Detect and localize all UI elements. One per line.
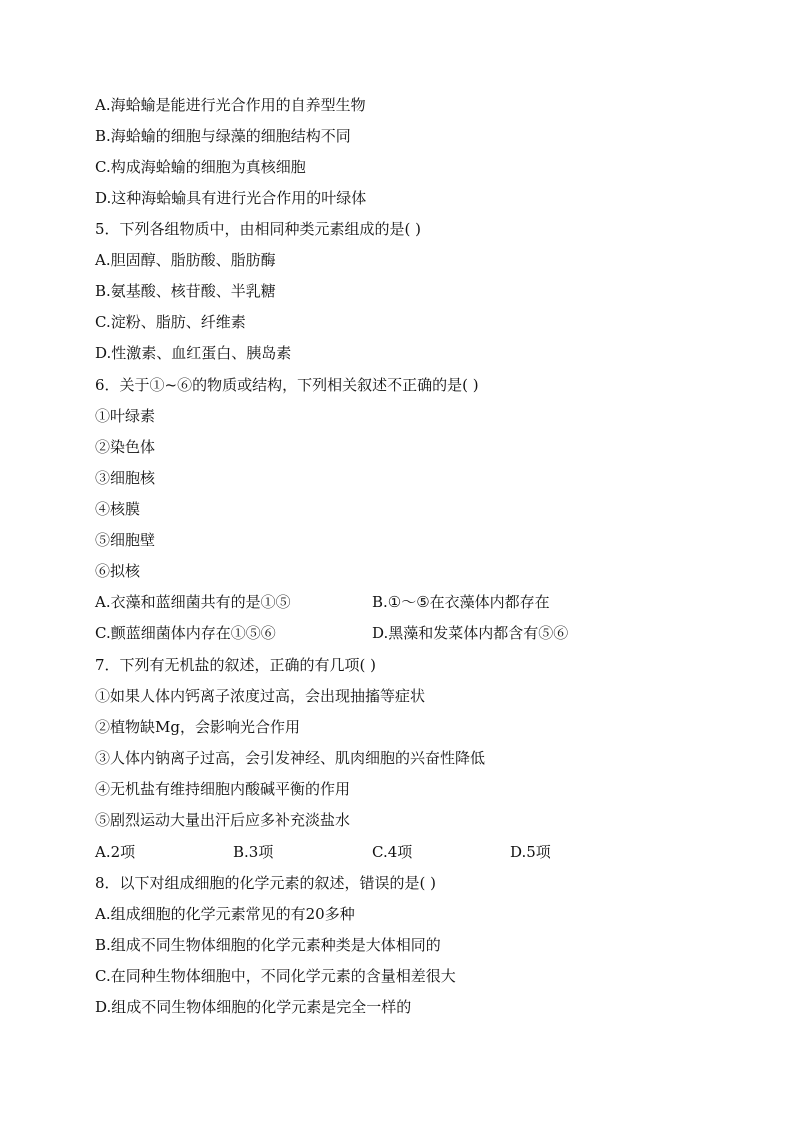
q6-item-6: ⑥拟核 xyxy=(95,562,141,580)
q8-stem: 8．以下对组成细胞的化学元素的叙述，错误的是( ) xyxy=(95,874,437,892)
q7-option-a: A.2项 xyxy=(95,843,136,861)
q7-item-2: ②植物缺Mg，会影响光合作用 xyxy=(95,718,300,736)
q6-option-d: D.黑藻和发菜体内都含有⑤⑥ xyxy=(372,624,569,642)
q4-option-b: B.海蛤蝓的细胞与绿藻的细胞结构不同 xyxy=(95,127,351,145)
q7-option-d: D.5项 xyxy=(510,843,551,861)
q7-option-c: C.4项 xyxy=(372,843,413,861)
q4-option-d: D.这种海蛤蝓具有进行光合作用的叶绿体 xyxy=(95,189,367,207)
q7-item-1: ①如果人体内钙离子浓度过高，会出现抽搐等症状 xyxy=(95,687,426,705)
q6-option-b: B.①～⑤在衣藻体内都存在 xyxy=(372,593,550,611)
q6-item-5: ⑤细胞壁 xyxy=(95,531,156,549)
q8-option-b: B.组成不同生物体细胞的化学元素种类是大体相同的 xyxy=(95,936,441,954)
q6-item-1: ①叶绿素 xyxy=(95,407,156,425)
q4-option-a: A.海蛤蝓是能进行光合作用的自养型生物 xyxy=(95,96,366,114)
q6-stem: 6．关于①~⑥的物质或结构，下列相关叙述不正确的是( ) xyxy=(95,376,479,394)
q8-option-c: C.在同种生物体细胞中，不同化学元素的含量相差很大 xyxy=(95,967,456,985)
q6-item-3: ③细胞核 xyxy=(95,469,156,487)
q5-option-c: C.淀粉、脂肪、纤维素 xyxy=(95,313,246,331)
q6-item-2: ②染色体 xyxy=(95,438,156,456)
q5-option-d: D.性激素、血红蛋白、胰岛素 xyxy=(95,344,292,362)
q5-stem: 5．下列各组物质中，由相同种类元素组成的是( ) xyxy=(95,220,422,238)
q7-option-b: B.3项 xyxy=(233,843,274,861)
q7-item-4: ④无机盐有维持细胞内酸碱平衡的作用 xyxy=(95,780,351,798)
q5-option-b: B.氨基酸、核苷酸、半乳糖 xyxy=(95,282,276,300)
q5-option-a: A.胆固醇、脂肪酸、脂肪酶 xyxy=(95,251,276,269)
q7-stem: 7．下列有无机盐的叙述，正确的有几项( ) xyxy=(95,656,377,674)
q7-item-3: ③人体内钠离子过高，会引发神经、肌肉细胞的兴奋性降低 xyxy=(95,749,486,767)
q6-item-4: ④核膜 xyxy=(95,500,141,518)
q6-option-c: C.颤蓝细菌体内存在①⑤⑥ xyxy=(95,624,276,642)
q7-item-5: ⑤剧烈运动大量出汗后应多补充淡盐水 xyxy=(95,811,351,829)
q6-option-a: A.衣藻和蓝细菌共有的是①⑤ xyxy=(95,593,291,611)
q8-option-d: D.组成不同生物体细胞的化学元素是完全一样的 xyxy=(95,998,412,1016)
q4-option-c: C.构成海蛤蝓的细胞为真核细胞 xyxy=(95,158,306,176)
q8-option-a: A.组成细胞的化学元素常见的有20多种 xyxy=(95,905,355,923)
